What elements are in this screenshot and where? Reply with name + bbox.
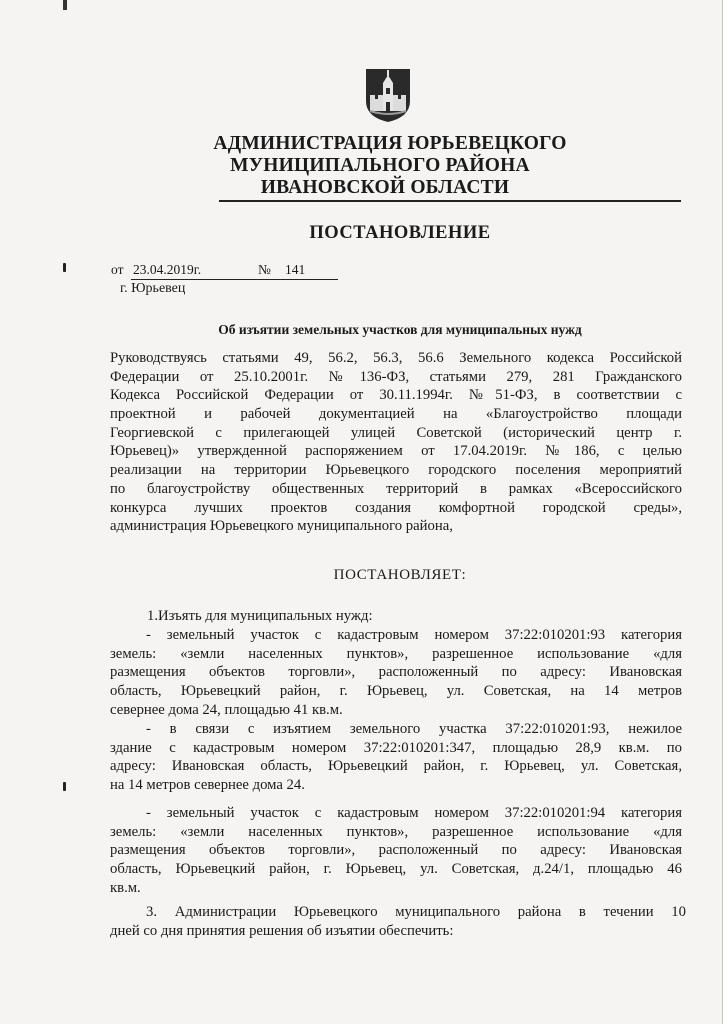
item-1-c-line: область, Юрьевецкий район, г. Юрьевец, ул. Советская, д.24/1, площадью 46	[110, 861, 682, 878]
preamble-paragraph	[110, 349, 682, 536]
org-name-line-2: МУНИЦИПАЛЬНОГО РАЙОНА	[230, 155, 530, 176]
preamble-line: администрация Юрьевецкого муниципального района,	[110, 518, 453, 535]
item-1-a-line: область, Юрьевецкий район, г. Юрьевец, ул. Советская, на 14 метров	[110, 683, 682, 700]
document-subject: Об изъятии земельных участков для муниципальных нужд	[218, 322, 582, 337]
preamble-line: реализации на территории Юрьевецкого городского поселения мероприятий	[110, 462, 682, 479]
item-1-c	[110, 804, 682, 897]
org-name-line-3: ИВАНОВСКОЙ ОБЛАСТИ	[260, 177, 510, 198]
item-1-c-line: - земельный участок с кадастровым номером 37:22:010201:94 категория	[146, 805, 682, 821]
item-1-a-line: размещения объектов торговли», расположенный по адресу: Ивановская	[110, 664, 682, 681]
scan-mark	[63, 782, 66, 791]
item-1-b	[110, 720, 682, 795]
item-1-a-line: - земельный участок с кадастровым номером 37:22:010201:93 категория	[146, 627, 682, 643]
document-date: 23.04.2019г.	[133, 262, 202, 277]
item-3-line: дней со дня принятия решения об изъятии обеспечить:	[110, 922, 454, 939]
item-1-title: 1.Изъять для муниципальных нужд:	[147, 608, 373, 624]
item-1-a-line: севернее дома 24, площадью 41 кв.м.	[110, 701, 343, 718]
preamble-line: конкурса лучших проектов создания комфортной городской среды»,	[110, 499, 682, 516]
document-city: г. Юрьевец	[120, 281, 186, 296]
preamble-line: Федерации от 25.10.2001г. №136-ФЗ, статьями 279, 281 Гражданского	[110, 368, 682, 385]
item-1-b-line: - в связи с изъятием земельного участка 37:22:010201:93, нежилое	[146, 721, 682, 737]
item-3	[110, 903, 686, 940]
item-1-c-line: размещения объектов торговли», расположенный по адресу: Ивановская	[110, 842, 682, 859]
item-1-b-line: здание с кадастровым номером 37:22:010201:347, площадью 28,9 кв.м. по	[110, 739, 682, 756]
scan-mark	[63, 0, 67, 10]
coat-of-arms-icon	[364, 67, 412, 123]
number-label: №	[258, 262, 271, 277]
item-1-a	[110, 626, 682, 719]
date-number-underline	[131, 279, 338, 280]
item-1-c-line: кв.м.	[110, 879, 141, 896]
preamble-line: Георгиевской с прилегающей улицей Советской (исторический центр г.	[110, 424, 682, 441]
preamble-line: Юрьевец)» утвержденной распоряжением от 17.04.2019г. №186, с целью	[110, 443, 682, 460]
preamble-line: Руководствуясь статьями 49, 56.2, 56.3, 56.6 Земельного кодекса Российской	[110, 350, 682, 366]
item-1-a-line: земель: «земли населенных пунктов», разрешенное использование «для	[110, 645, 682, 662]
header-divider	[219, 200, 681, 202]
item-1-b-line: адресу: Ивановская область, Юрьевецкий район, г. Юрьевец, ул. Советская,	[110, 758, 682, 775]
document-type: ПОСТАНОВЛЕНИЕ	[309, 223, 491, 243]
document-number: 141	[285, 262, 306, 277]
date-label: от	[111, 262, 124, 277]
item-3-line: 3. Администрации Юрьевецкого муниципального района в течении 10	[146, 904, 686, 920]
item-1-c-line: земель: «земли населенных пунктов», разрешенное использование «для	[110, 823, 682, 840]
preamble-line: по благоустройству общественных территорий в рамках «Всероссийского	[110, 480, 682, 497]
preamble-line: Кодекса Российской Федерации от 30.11.1994г. №51-ФЗ, в соответствии с	[110, 387, 682, 404]
org-name-line-1: АДМИНИСТРАЦИЯ ЮРЬЕВЕЦКОГО	[213, 133, 567, 154]
scan-mark	[63, 263, 66, 272]
item-1-b-line: на 14 метров севернее дома 24.	[110, 777, 305, 794]
preamble-line: проектной и рабочей документацией на «Благоустройство площади	[110, 406, 682, 423]
resolve-heading: ПОСТАНОВЛЯЕТ:	[333, 567, 467, 583]
